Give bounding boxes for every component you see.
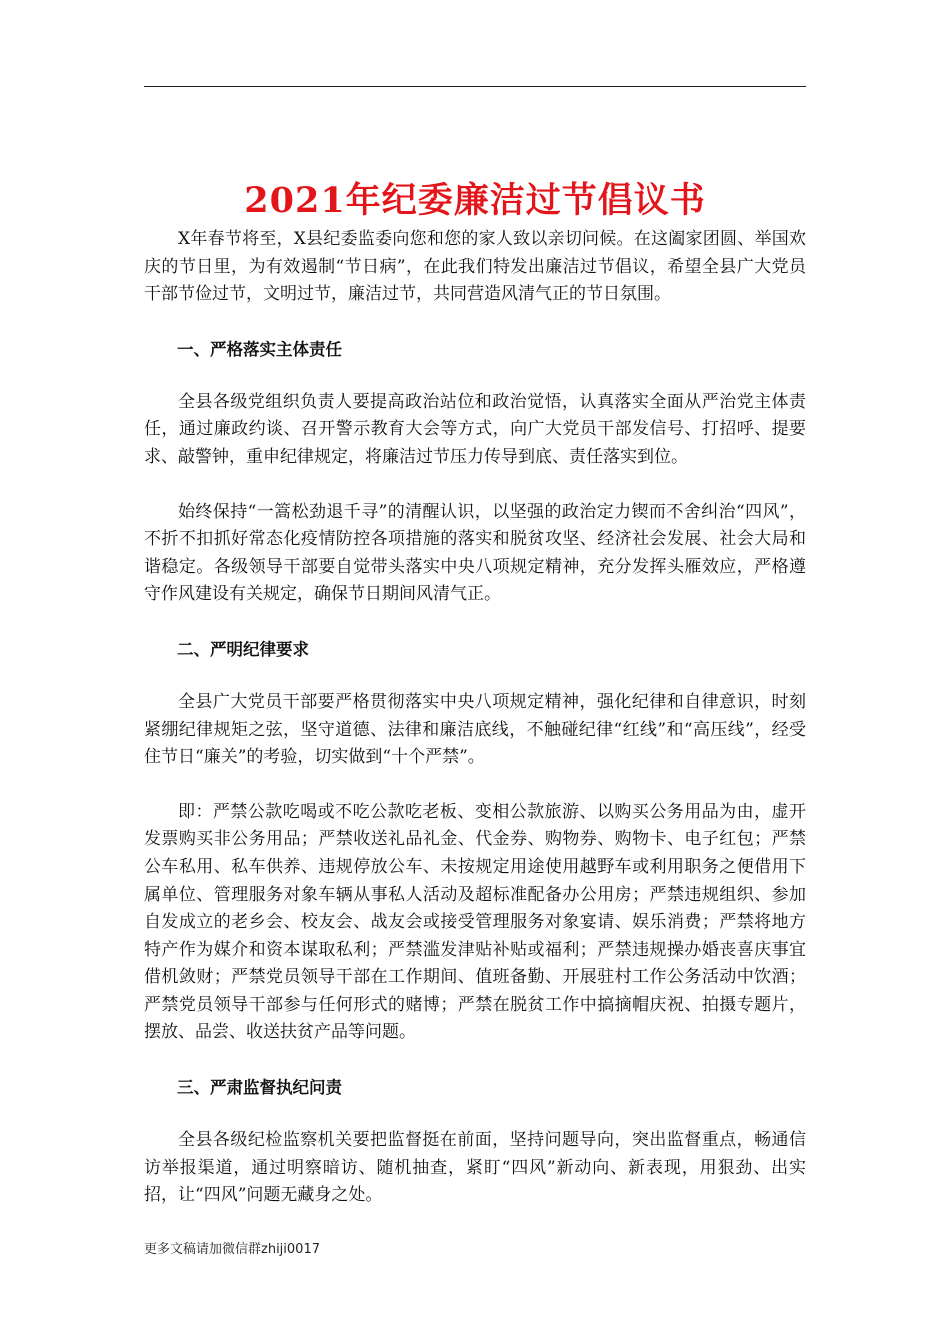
section-2-paragraph-1: 全县广大党员干部要严格贯彻落实中央八项规定精神，强化纪律和自律意识，时刻紧绷纪律规矩之弦，坚守道德、法律和廉洁底线，不触碰纪律“红线”和“高压线”，经受住节日“廉关”的考验，切实做到“十个严禁”。 (144, 691, 806, 768)
document-body (144, 226, 806, 1210)
intro-paragraph: X年春节将至，X县纪委监委向您和您的家人致以亲切问候。在这阖家团圆、举国欢庆的节日里，为有效遏制“节日病”，在此我们特发出廉洁过节倡议，希望全县广大党员干部节俭过节，文明过节，廉洁过节，共同营造风清气正的节日氛围。 (144, 229, 806, 305)
footer-note: 更多文稿请加微信群zhiji0017 (144, 1242, 320, 1257)
section-3-paragraph-1: 全县各级纪检监察机关要把监督挺在前面，坚持问题导向，突出监督重点，畅通信访举报渠道，通过明察暗访、随机抽查，紧盯“四风”新动向、新表现，用狠劲、出实招，让“四风”问题无藏身之处。 (144, 1130, 806, 1206)
section-1-paragraph-1: 全县各级党组织负责人要提高政治站位和政治觉悟，认真落实全面从严治党主体责任，通过廉政约谈、召开警示教育大会等方式，向广大党员干部发信号、打招呼、提要求、敲警钟，重申纪律规定，将廉洁过节压力传导到底、责任落实到位。 (144, 391, 806, 467)
header-rule (144, 86, 806, 87)
document-title: 2021年纪委廉洁过节倡议书 (244, 180, 706, 222)
section-heading-2: 二、严明纪律要求 (177, 639, 309, 659)
section-heading-1: 一、严格落实主体责任 (177, 339, 342, 359)
section-heading-3: 三、严肃监督执纪问责 (177, 1078, 342, 1098)
section-2-paragraph-2: 即：严禁公款吃喝或不吃公款吃老板、变相公款旅游、以购买公务用品为由，虚开发票购买非公务用品；严禁收送礼品礼金、代金券、购物券、购物卡、电子红包；严禁公车私用、私车供养、违规停放公车、未按规定用途使用越野车或利用职务之便借用下属单位、管理服务对象车辆从事私人活动及超标准配备办公用房；严禁违规组织、参加自发成立的老乡会、校友会、战友会或接受管理服务对象宴请、娱乐消费；严禁将地方特产作为媒介和资本谋取私利；严禁滥发津贴补贴或福利；严禁违规操办婚丧喜庆事宜借机敛财；严禁党员领导干部在工作期间、值班备勤、开展驻村工作公务活动中饮酒；严禁党员领导干部参与任何形式的赌博；严禁在脱贫工作中搞摘帽庆祝、拍摄专题片，摆放、品尝、收送扶贫产品等问题。 (144, 801, 806, 1043)
section-1-paragraph-2: 始终保持“一篙松劲退千寻”的清醒认识，以坚强的政治定力锲而不舍纠治“四风”，不折不扣抓好常态化疫情防控各项措施的落实和脱贫攻坚、经济社会发展、社会大局和谐稳定。各级领导干部要自觉带头落实中央八项规定精神，充分发挥头雁效应，严格遵守作风建设有关规定，确保节日期间风清气正。 (144, 501, 806, 605)
